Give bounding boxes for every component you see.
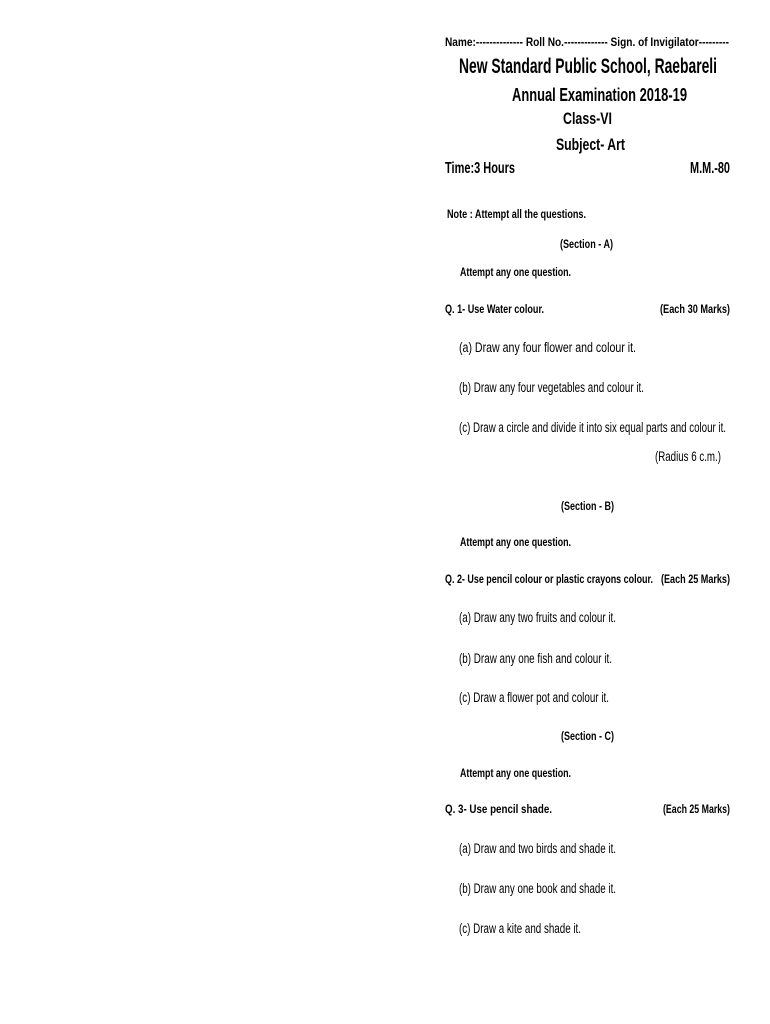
section-a-instruction: Attempt any one question.: [460, 265, 571, 279]
section-b-instruction: Attempt any one question.: [460, 535, 571, 549]
question-2-option-a: (a) Draw any two fruits and colour it.: [459, 610, 616, 625]
candidate-fields-line: Name:-------------- Roll No.------------- Sign. of Invigilator---------: [445, 35, 729, 49]
section-c-title: (Section - C): [561, 729, 614, 743]
time-label: Time:3 Hours: [445, 160, 515, 177]
question-3-option-b: (b) Draw any one book and shade it.: [459, 881, 616, 896]
section-b-title: (Section - B): [561, 499, 614, 513]
question-2-option-b: (b) Draw any one fish and colour it.: [459, 651, 612, 666]
question-1-marks: (Each 30 Marks): [660, 302, 730, 316]
question-2: Q. 2- Use pencil colour or plastic crayons colour.: [445, 572, 653, 586]
question-1-option-c: (c) Draw a circle and divide it into six equal parts and colour it.: [459, 420, 726, 435]
school-name: New Standard Public School, Raebareli: [459, 55, 717, 78]
section-a-title: (Section - A): [560, 237, 613, 251]
max-marks-label: M.M.-80: [690, 160, 730, 177]
question-1-option-a: (a) Draw any four flower and colour it.: [459, 340, 636, 355]
exam-title: Annual Examination 2018-19: [512, 85, 687, 105]
question-3-marks: (Each 25 Marks): [663, 802, 730, 816]
question-2-marks: (Each 25 Marks): [661, 572, 730, 586]
question-1: Q. 1- Use Water colour.: [445, 302, 544, 316]
question-3-option-a: (a) Draw and two birds and shade it.: [459, 841, 616, 856]
section-c-instruction: Attempt any one question.: [460, 766, 571, 780]
class-label: Class-VI: [563, 109, 612, 128]
question-3-option-c: (c) Draw a kite and shade it.: [459, 921, 581, 936]
question-1-radius-note: (Radius 6 c.m.): [655, 449, 721, 464]
subject-label: Subject- Art: [556, 135, 625, 154]
question-3: Q. 3- Use pencil shade.: [445, 802, 552, 816]
question-1-option-b: (b) Draw any four vegetables and colour it.: [459, 380, 644, 395]
question-2-option-c: (c) Draw a flower pot and colour it.: [459, 690, 609, 705]
note-instruction: Note : Attempt all the questions.: [447, 207, 586, 221]
